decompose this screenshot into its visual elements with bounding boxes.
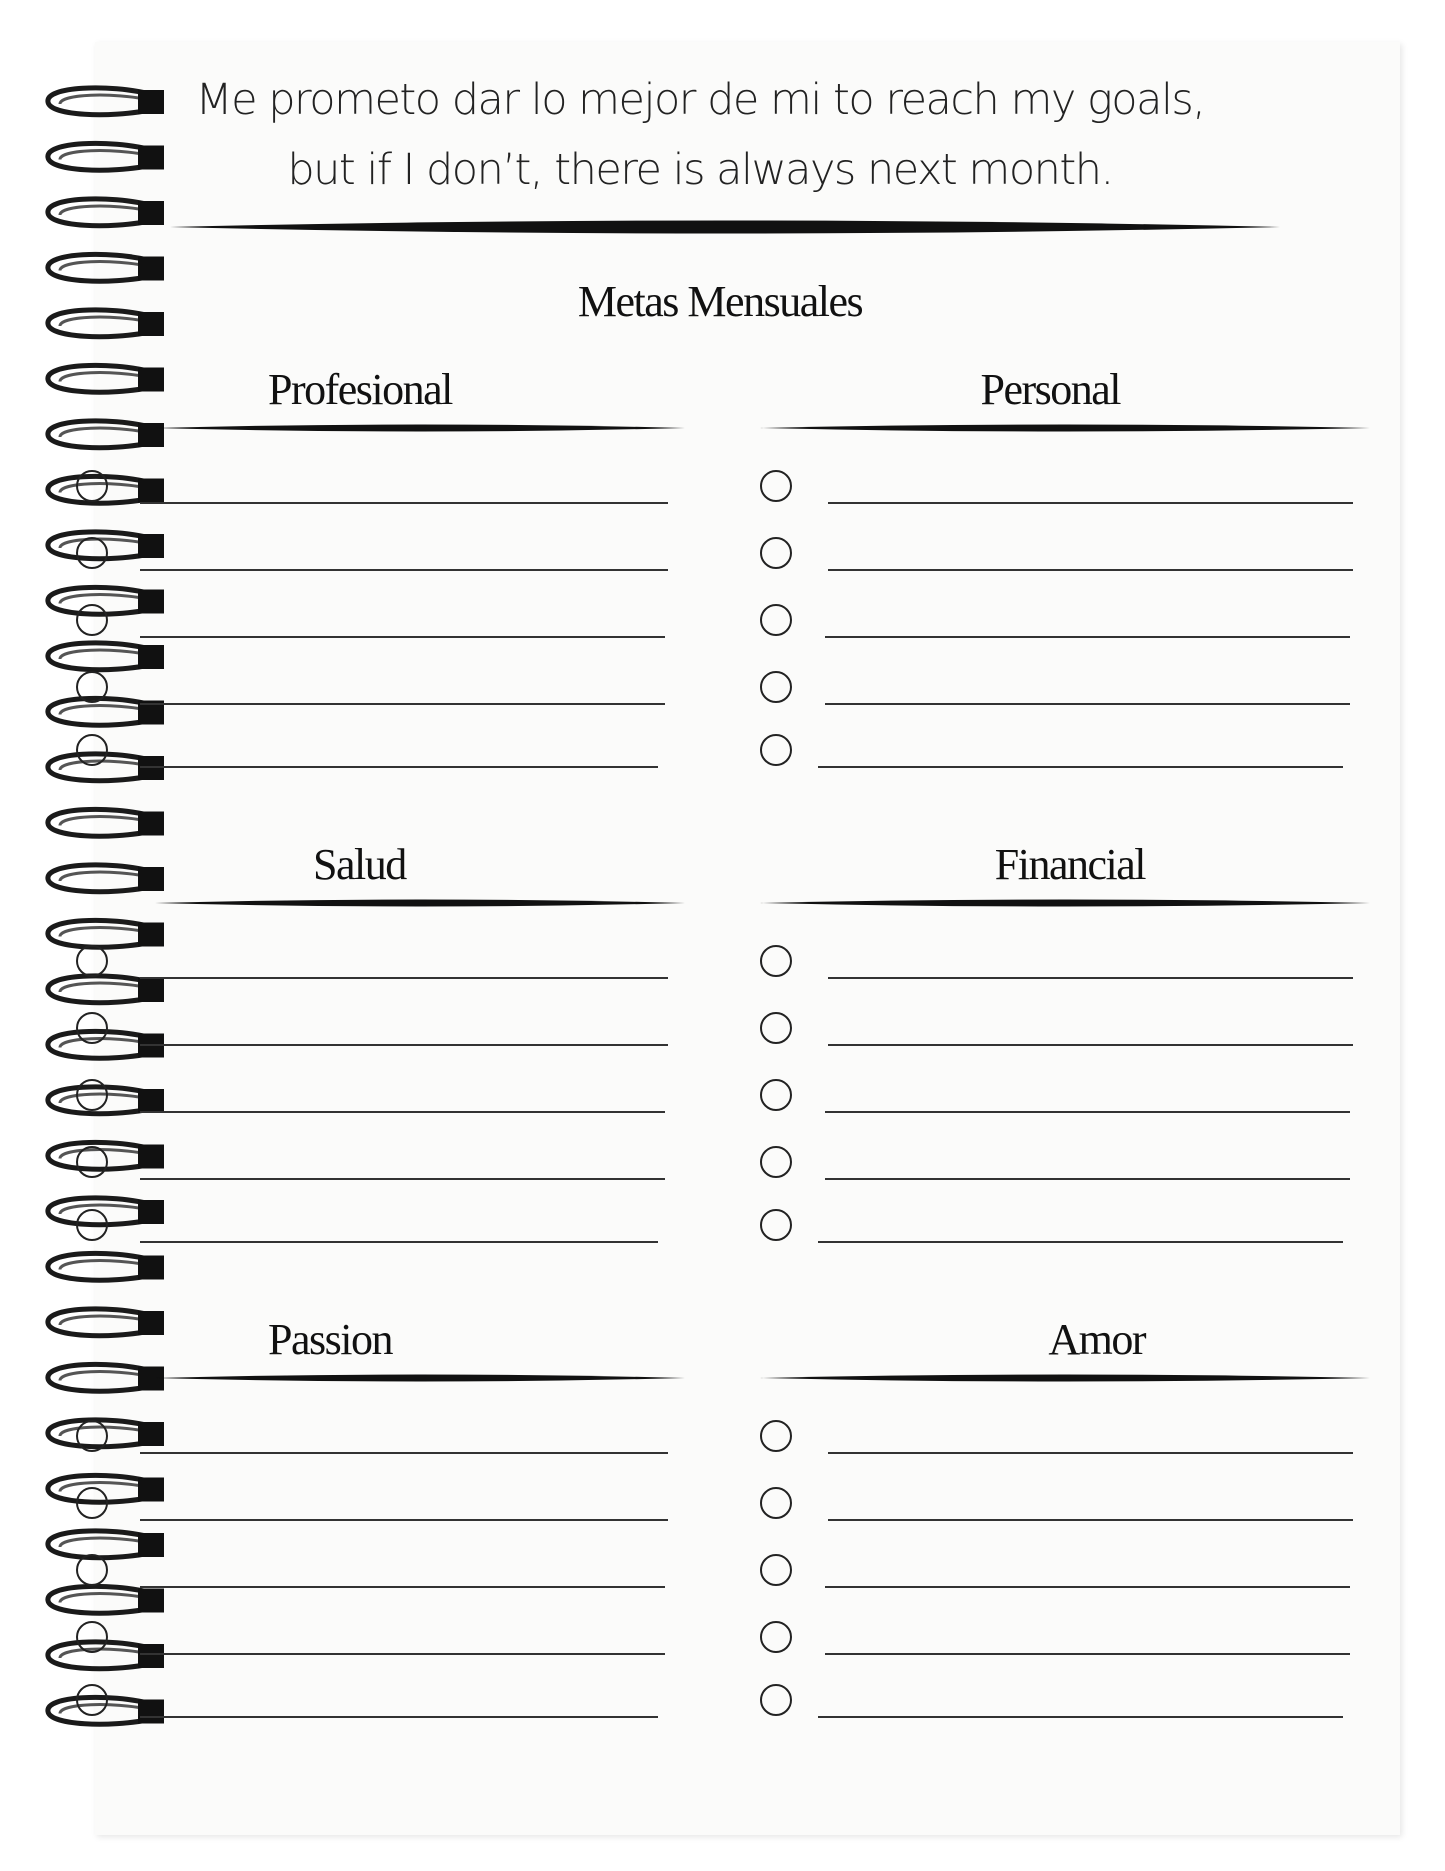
goal-line[interactable] xyxy=(140,1044,668,1046)
goal-checkbox[interactable] xyxy=(760,604,792,636)
goal-line[interactable] xyxy=(140,1452,668,1454)
section-divider-passion xyxy=(155,1370,685,1386)
goal-checkbox[interactable] xyxy=(76,1621,108,1653)
spiral-coil xyxy=(48,976,164,1003)
goal-checkbox[interactable] xyxy=(760,945,792,977)
goal-checkbox[interactable] xyxy=(76,945,108,977)
spiral-coil xyxy=(48,1364,164,1391)
section-divider-personal xyxy=(760,420,1370,436)
goal-line[interactable] xyxy=(140,1519,668,1521)
spiral-coil xyxy=(48,1253,164,1280)
goal-line[interactable] xyxy=(140,703,665,705)
goal-line[interactable] xyxy=(140,1653,665,1655)
goal-checkbox[interactable] xyxy=(76,1079,108,1111)
goal-line[interactable] xyxy=(828,569,1353,571)
section-divider-amor xyxy=(760,1370,1370,1386)
spiral-coil xyxy=(48,587,164,614)
spiral-coil xyxy=(48,643,164,670)
goal-line[interactable] xyxy=(140,1586,665,1588)
goal-line[interactable] xyxy=(140,569,668,571)
goal-line[interactable] xyxy=(818,1716,1343,1718)
section-heading-personal: Personal xyxy=(980,365,1120,414)
goal-checkbox[interactable] xyxy=(76,1146,108,1178)
goal-checkbox[interactable] xyxy=(760,1420,792,1452)
goal-checkbox[interactable] xyxy=(76,1554,108,1586)
goal-line[interactable] xyxy=(828,977,1353,979)
goal-line[interactable] xyxy=(828,502,1353,504)
goal-checkbox[interactable] xyxy=(760,1621,792,1653)
goal-line[interactable] xyxy=(828,1452,1353,1454)
goal-checkbox[interactable] xyxy=(76,671,108,703)
goal-checkbox[interactable] xyxy=(760,1146,792,1178)
goal-checkbox[interactable] xyxy=(760,1079,792,1111)
goal-line[interactable] xyxy=(818,766,1343,768)
goal-checkbox[interactable] xyxy=(760,1012,792,1044)
goal-line[interactable] xyxy=(140,636,665,638)
goal-line[interactable] xyxy=(140,1716,658,1718)
spiral-coil xyxy=(48,1586,164,1613)
goal-line[interactable] xyxy=(140,502,668,504)
goal-checkbox[interactable] xyxy=(76,734,108,766)
spiral-coil xyxy=(48,1309,164,1336)
goal-checkbox[interactable] xyxy=(760,537,792,569)
top-divider xyxy=(170,212,1280,242)
goal-line[interactable] xyxy=(825,1178,1350,1180)
section-divider-profesional xyxy=(155,420,685,436)
section-divider-financial xyxy=(760,895,1370,911)
goal-checkbox[interactable] xyxy=(760,1684,792,1716)
goal-line[interactable] xyxy=(140,766,658,768)
goal-checkbox[interactable] xyxy=(760,671,792,703)
section-heading-financial: Financial xyxy=(994,840,1145,889)
goal-checkbox[interactable] xyxy=(76,1209,108,1241)
goal-checkbox[interactable] xyxy=(76,537,108,569)
section-heading-amor: Amor xyxy=(1048,1315,1145,1364)
quote-line-1: Me prometo dar lo mejor de mi to reach my goals, xyxy=(195,75,1205,125)
goal-checkbox[interactable] xyxy=(760,734,792,766)
section-heading-salud: Salud xyxy=(313,840,406,889)
goal-checkbox[interactable] xyxy=(760,1209,792,1241)
goal-line[interactable] xyxy=(828,1519,1353,1521)
spiral-coil xyxy=(48,1531,164,1558)
spiral-coil xyxy=(48,865,164,892)
goal-line[interactable] xyxy=(825,1586,1350,1588)
section-divider-salud xyxy=(155,895,685,911)
goal-checkbox[interactable] xyxy=(760,1487,792,1519)
goal-line[interactable] xyxy=(825,703,1350,705)
goal-line[interactable] xyxy=(825,1653,1350,1655)
goal-line[interactable] xyxy=(140,977,668,979)
goal-checkbox[interactable] xyxy=(76,1420,108,1452)
section-heading-passion: Passion xyxy=(268,1315,392,1364)
page-title: Metas Mensuales xyxy=(577,277,863,326)
goal-checkbox[interactable] xyxy=(76,1487,108,1519)
section-heading-profesional: Profesional xyxy=(268,365,452,414)
spiral-coil xyxy=(48,1642,164,1669)
goal-checkbox[interactable] xyxy=(76,1684,108,1716)
spiral-coil xyxy=(48,809,164,836)
goal-line[interactable] xyxy=(140,1111,665,1113)
goal-checkbox[interactable] xyxy=(760,470,792,502)
goal-line[interactable] xyxy=(825,636,1350,638)
goal-checkbox[interactable] xyxy=(760,1554,792,1586)
spiral-coil xyxy=(48,920,164,947)
spiral-coil xyxy=(48,421,164,448)
goal-line[interactable] xyxy=(828,1044,1353,1046)
goal-line[interactable] xyxy=(140,1241,658,1243)
goal-line[interactable] xyxy=(825,1111,1350,1113)
goal-checkbox[interactable] xyxy=(76,604,108,636)
goal-line[interactable] xyxy=(818,1241,1343,1243)
goal-checkbox[interactable] xyxy=(76,1012,108,1044)
goal-line[interactable] xyxy=(140,1178,665,1180)
spiral-coil xyxy=(48,365,164,392)
quote-line-2: but if I don’t, there is always next month. xyxy=(287,145,1113,195)
goal-checkbox[interactable] xyxy=(76,470,108,502)
